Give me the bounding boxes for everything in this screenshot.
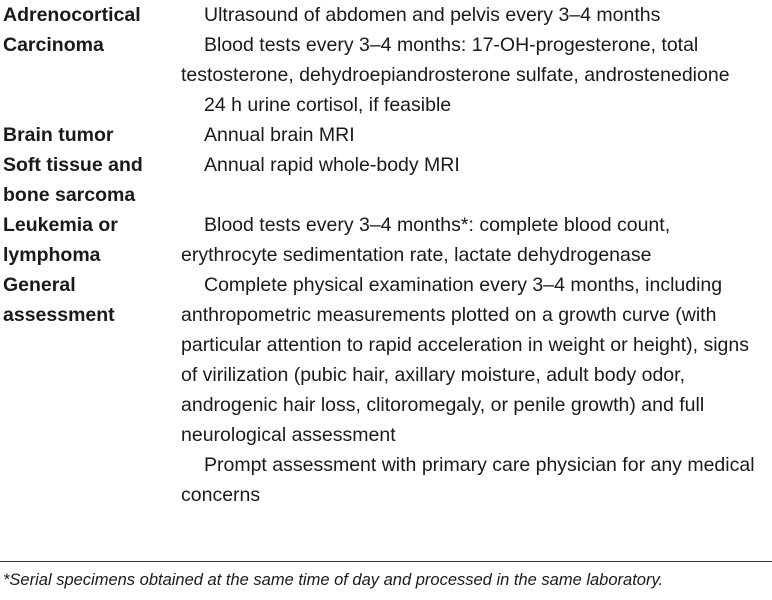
row-items xyxy=(181,270,772,510)
table-bottom-rule xyxy=(0,561,772,562)
list-item: 24 h urine cortisol, if feasible xyxy=(204,94,452,116)
table-row xyxy=(0,0,772,120)
table-row xyxy=(0,270,772,510)
row-category: Brain tumor xyxy=(3,124,114,146)
table-row xyxy=(0,150,772,210)
row-category: Adrenocortical Carcinoma xyxy=(3,4,141,56)
row-items xyxy=(181,210,772,270)
list-item: Annual brain MRI xyxy=(204,124,355,146)
list-item: Annual rapid whole-body MRI xyxy=(204,154,460,176)
table-row xyxy=(0,210,772,270)
row-items xyxy=(181,0,772,120)
list-item: Ultrasound of abdomen and pelvis every 3–4 months xyxy=(204,4,661,26)
row-category: Leukemia or lymphoma xyxy=(3,214,118,266)
list-item: Blood tests every 3–4 months: 17-OH-progesterone, total testosterone, dehydroepiandrosterone sulfate, androstenedione xyxy=(181,34,730,86)
row-category: General assessment xyxy=(3,274,115,326)
row-items xyxy=(181,120,772,150)
row-items xyxy=(181,150,772,210)
list-item: Blood tests every 3–4 months*: complete blood count, erythrocyte sedimentation rate, lactate dehydrogenase xyxy=(181,214,671,266)
table-footnote: *Serial specimens obtained at the same time of day and processed in the same laboratory. xyxy=(3,571,664,589)
list-item: Complete physical examination every 3–4 months, including anthropometric measurements plotted on a growth curve (with particular attention to rapid acceleration in weight or height), signs of virilization (pubic hair, axillary moisture, adult body odor, androgenic hair loss, clitoromegaly, or penile growth) and full neurological assessment xyxy=(181,274,749,446)
table-row xyxy=(0,120,772,150)
list-item: Prompt assessment with primary care physician for any medical concerns xyxy=(181,454,755,506)
row-category: Soft tissue and bone sarcoma xyxy=(3,154,143,206)
